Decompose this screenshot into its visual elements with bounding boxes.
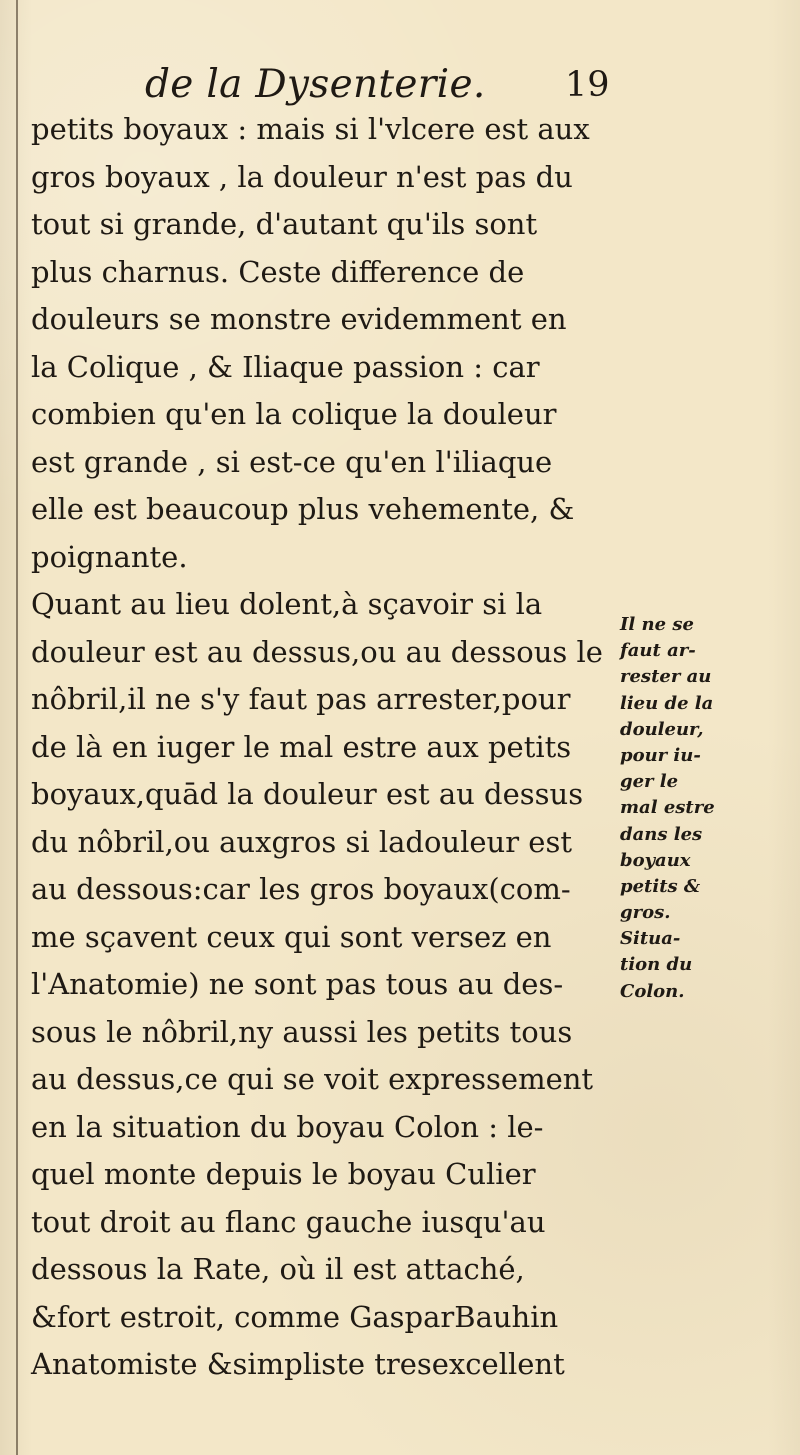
text-line: gros boyaux , la douleur n'est pas du [31,159,573,194]
text-line: poignante. [31,539,188,574]
text-line: douleurs se monstre evidemment en [31,302,567,336]
margin-notes [620,612,780,1005]
text-line: l'Anatomie) ne sont pas tous au des- [31,967,564,1001]
margin-note-line: pour iu- [620,744,701,766]
text-line: sous le nôbril,ny aussi les petits tous [31,1014,573,1049]
running-head [0,64,800,106]
margin-note-line: dans les [620,823,703,845]
text-line: combien qu'en la colique la douleur [31,397,557,431]
text-line: quel monte depuis le boyau Culier [31,1157,536,1191]
running-head-title: de la Dysenterie. [145,62,486,107]
text-line: boyaux,quād la douleur est au dessus [31,777,584,811]
margin-note-line: douleur, [620,718,704,740]
text-line: tout si grande, d'autant qu'ils sont [31,207,538,241]
text-line: tout droit au flanc gauche iusqu'au [31,1204,546,1239]
text-line: elle est beaucoup plus vehemente, & [31,492,575,526]
margin-note-line: Situa- [620,928,681,950]
text-line: nôbril,il ne s'y faut pas arrester,pour [31,682,571,716]
text-line: au dessous:car les gros boyaux(com- [31,872,571,906]
text-line: Quant au lieu dolent,à sçavoir si la [31,587,543,621]
text-line: au dessus,ce qui se voit expressement [31,1062,594,1096]
text-line: Anatomiste &simpliste tresexcellent [31,1347,565,1381]
main-text-block [31,106,636,1389]
margin-note-line: Il ne se [620,614,694,635]
text-line: en la situation du boyau Colon : le- [31,1109,544,1144]
text-line: du nôbril,ou auxgros si ladouleur est [31,824,572,859]
margin-note-line: mal estre [620,797,715,819]
binding-edge [16,0,18,1455]
margin-note-line: tion du [620,954,693,976]
page-number: 19 [565,65,610,105]
margin-note-line: petits & [620,875,701,897]
margin-note-line: boyaux [620,849,691,871]
margin-note-line: Colon. [620,980,685,1002]
margin-note-line: gros. [620,902,671,924]
text-line: douleur est au dessus,ou au dessous le [31,634,603,669]
margin-note-line: rester au [620,666,712,688]
text-line: dessous la Rate, où il est attaché, [31,1252,525,1286]
text-line: me sçavent ceux qui sont versez en [31,919,552,954]
text-line: de là en iuger le mal estre aux petits [31,729,572,764]
margin-note-line: ger le [620,771,679,793]
margin-note-line: faut ar- [620,640,696,662]
text-line: &fort estroit, comme GasparBauhin [31,1299,559,1334]
text-line: est grande , si est-ce qu'en l'iliaque [31,444,553,479]
margin-note-line: lieu de la [620,692,714,714]
text-line: plus charnus. Ceste difference de [31,254,525,289]
text-line: la Colique , & Iliaque passion : car [31,349,540,384]
text-line: petits boyaux : mais si l'vlcere est aux [31,112,590,146]
